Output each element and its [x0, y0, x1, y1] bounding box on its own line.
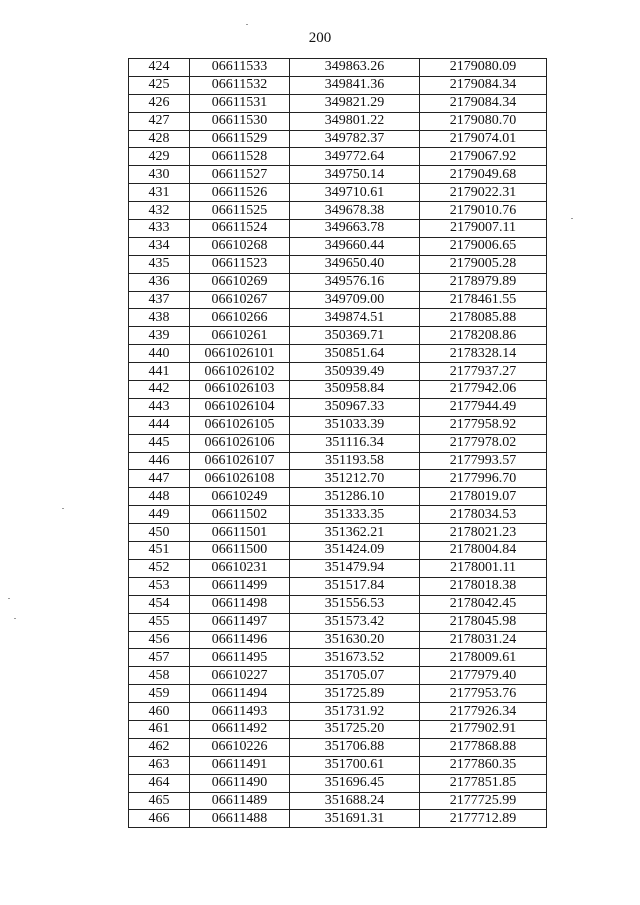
point-number-cell: 459 [129, 685, 190, 703]
x-coordinate-cell: 349782.37 [290, 130, 420, 148]
scan-speck [571, 218, 573, 219]
point-number-cell: 452 [129, 559, 190, 577]
y-coordinate-cell: 2177996.70 [420, 470, 547, 488]
table-row [129, 649, 547, 667]
x-coordinate-cell: 349750.14 [290, 166, 420, 184]
x-coordinate-cell: 349663.78 [290, 220, 420, 238]
y-coordinate-cell: 2177712.89 [420, 810, 547, 828]
x-coordinate-cell: 351731.92 [290, 703, 420, 721]
y-coordinate-cell: 2179084.34 [420, 76, 547, 94]
point-number-cell: 437 [129, 291, 190, 309]
point-id-cell: 06611531 [190, 94, 290, 112]
point-number-cell: 432 [129, 202, 190, 220]
table-row [129, 273, 547, 291]
point-id-cell: 06611533 [190, 59, 290, 77]
y-coordinate-cell: 2177868.88 [420, 738, 547, 756]
table-row [129, 595, 547, 613]
point-id-cell: 06611493 [190, 703, 290, 721]
y-coordinate-cell: 2177860.35 [420, 756, 547, 774]
scan-speck [62, 508, 64, 509]
table-row [129, 577, 547, 595]
point-number-cell: 466 [129, 810, 190, 828]
point-number-cell: 449 [129, 506, 190, 524]
point-id-cell: 06611497 [190, 613, 290, 631]
point-number-cell: 425 [129, 76, 190, 94]
point-number-cell: 447 [129, 470, 190, 488]
y-coordinate-cell: 2178042.45 [420, 595, 547, 613]
point-id-cell: 06611495 [190, 649, 290, 667]
y-coordinate-cell: 2177944.49 [420, 398, 547, 416]
y-coordinate-cell: 2177902.91 [420, 720, 547, 738]
y-coordinate-cell: 2179084.34 [420, 94, 547, 112]
y-coordinate-cell: 2178018.38 [420, 577, 547, 595]
y-coordinate-cell: 2177958.92 [420, 416, 547, 434]
point-id-cell: 0661026105 [190, 416, 290, 434]
x-coordinate-cell: 351517.84 [290, 577, 420, 595]
x-coordinate-cell: 349821.29 [290, 94, 420, 112]
point-number-cell: 431 [129, 184, 190, 202]
point-number-cell: 462 [129, 738, 190, 756]
point-id-cell: 06611488 [190, 810, 290, 828]
point-number-cell: 460 [129, 703, 190, 721]
point-number-cell: 439 [129, 327, 190, 345]
table-row [129, 792, 547, 810]
point-id-cell: 06610226 [190, 738, 290, 756]
point-number-cell: 464 [129, 774, 190, 792]
point-id-cell: 06611499 [190, 577, 290, 595]
scan-speck [8, 598, 10, 599]
table-row [129, 774, 547, 792]
table-row [129, 810, 547, 828]
y-coordinate-cell: 2178004.84 [420, 542, 547, 560]
point-number-cell: 441 [129, 363, 190, 381]
table-row [129, 148, 547, 166]
point-number-cell: 442 [129, 381, 190, 399]
x-coordinate-cell: 351725.20 [290, 720, 420, 738]
point-id-cell: 06611501 [190, 524, 290, 542]
x-coordinate-cell: 351700.61 [290, 756, 420, 774]
x-coordinate-cell: 349710.61 [290, 184, 420, 202]
point-id-cell: 06611502 [190, 506, 290, 524]
point-number-cell: 424 [129, 59, 190, 77]
x-coordinate-cell: 349841.36 [290, 76, 420, 94]
table-row [129, 59, 547, 77]
y-coordinate-cell: 2177725.99 [420, 792, 547, 810]
y-coordinate-cell: 2177926.34 [420, 703, 547, 721]
point-id-cell: 06611524 [190, 220, 290, 238]
y-coordinate-cell: 2178461.55 [420, 291, 547, 309]
point-number-cell: 446 [129, 452, 190, 470]
point-number-cell: 433 [129, 220, 190, 238]
x-coordinate-cell: 350851.64 [290, 345, 420, 363]
point-number-cell: 445 [129, 434, 190, 452]
point-id-cell: 06611528 [190, 148, 290, 166]
point-number-cell: 440 [129, 345, 190, 363]
point-number-cell: 435 [129, 255, 190, 273]
point-id-cell: 06611491 [190, 756, 290, 774]
x-coordinate-cell: 349801.22 [290, 112, 420, 130]
point-id-cell: 06611525 [190, 202, 290, 220]
y-coordinate-cell: 2178045.98 [420, 613, 547, 631]
point-number-cell: 457 [129, 649, 190, 667]
y-coordinate-cell: 2178034.53 [420, 506, 547, 524]
point-id-cell: 06611527 [190, 166, 290, 184]
y-coordinate-cell: 2177993.57 [420, 452, 547, 470]
x-coordinate-cell: 349678.38 [290, 202, 420, 220]
y-coordinate-cell: 2179049.68 [420, 166, 547, 184]
table-row [129, 76, 547, 94]
point-id-cell: 06611498 [190, 595, 290, 613]
y-coordinate-cell: 2178979.89 [420, 273, 547, 291]
point-id-cell: 06610269 [190, 273, 290, 291]
x-coordinate-cell: 351333.35 [290, 506, 420, 524]
table-row [129, 220, 547, 238]
table-row [129, 184, 547, 202]
y-coordinate-cell: 2177851.85 [420, 774, 547, 792]
y-coordinate-cell: 2177942.06 [420, 381, 547, 399]
y-coordinate-cell: 2178001.11 [420, 559, 547, 577]
point-id-cell: 0661026104 [190, 398, 290, 416]
point-number-cell: 461 [129, 720, 190, 738]
point-number-cell: 448 [129, 488, 190, 506]
table-row [129, 720, 547, 738]
table-row [129, 470, 547, 488]
point-number-cell: 451 [129, 542, 190, 560]
point-number-cell: 428 [129, 130, 190, 148]
point-number-cell: 465 [129, 792, 190, 810]
table-row [129, 631, 547, 649]
x-coordinate-cell: 349576.16 [290, 273, 420, 291]
point-number-cell: 463 [129, 756, 190, 774]
point-id-cell: 06610249 [190, 488, 290, 506]
scan-speck [246, 24, 248, 25]
table-row [129, 559, 547, 577]
y-coordinate-cell: 2179080.09 [420, 59, 547, 77]
point-id-cell: 06611494 [190, 685, 290, 703]
point-number-cell: 434 [129, 237, 190, 255]
point-id-cell: 0661026101 [190, 345, 290, 363]
point-id-cell: 0661026108 [190, 470, 290, 488]
x-coordinate-cell: 350958.84 [290, 381, 420, 399]
point-number-cell: 458 [129, 667, 190, 685]
coordinates-table [128, 58, 547, 828]
x-coordinate-cell: 351688.24 [290, 792, 420, 810]
point-id-cell: 06611526 [190, 184, 290, 202]
x-coordinate-cell: 351479.94 [290, 559, 420, 577]
x-coordinate-cell: 349772.64 [290, 148, 420, 166]
point-number-cell: 443 [129, 398, 190, 416]
y-coordinate-cell: 2179010.76 [420, 202, 547, 220]
table-row [129, 309, 547, 327]
y-coordinate-cell: 2177979.40 [420, 667, 547, 685]
point-id-cell: 0661026107 [190, 452, 290, 470]
x-coordinate-cell: 349863.26 [290, 59, 420, 77]
point-id-cell: 0661026103 [190, 381, 290, 399]
point-id-cell: 06611496 [190, 631, 290, 649]
point-id-cell: 06611532 [190, 76, 290, 94]
point-id-cell: 06610267 [190, 291, 290, 309]
table-row [129, 703, 547, 721]
x-coordinate-cell: 351673.52 [290, 649, 420, 667]
table-row [129, 756, 547, 774]
table-row [129, 166, 547, 184]
table-row [129, 398, 547, 416]
point-number-cell: 427 [129, 112, 190, 130]
table-row [129, 291, 547, 309]
y-coordinate-cell: 2179006.65 [420, 237, 547, 255]
x-coordinate-cell: 351033.39 [290, 416, 420, 434]
table-row [129, 667, 547, 685]
table-row [129, 237, 547, 255]
x-coordinate-cell: 350369.71 [290, 327, 420, 345]
x-coordinate-cell: 351424.09 [290, 542, 420, 560]
x-coordinate-cell: 351691.31 [290, 810, 420, 828]
x-coordinate-cell: 350939.49 [290, 363, 420, 381]
y-coordinate-cell: 2179007.11 [420, 220, 547, 238]
x-coordinate-cell: 349709.00 [290, 291, 420, 309]
table-row [129, 506, 547, 524]
point-number-cell: 456 [129, 631, 190, 649]
x-coordinate-cell: 351556.53 [290, 595, 420, 613]
y-coordinate-cell: 2177978.02 [420, 434, 547, 452]
point-number-cell: 454 [129, 595, 190, 613]
point-id-cell: 06611492 [190, 720, 290, 738]
point-id-cell: 06611490 [190, 774, 290, 792]
y-coordinate-cell: 2178208.86 [420, 327, 547, 345]
y-coordinate-cell: 2178031.24 [420, 631, 547, 649]
point-number-cell: 438 [129, 309, 190, 327]
table-row [129, 542, 547, 560]
x-coordinate-cell: 351706.88 [290, 738, 420, 756]
x-coordinate-cell: 351362.21 [290, 524, 420, 542]
page-number: 200 [308, 30, 332, 46]
y-coordinate-cell: 2177953.76 [420, 685, 547, 703]
x-coordinate-cell: 351725.89 [290, 685, 420, 703]
y-coordinate-cell: 2179022.31 [420, 184, 547, 202]
point-number-cell: 450 [129, 524, 190, 542]
table-row [129, 524, 547, 542]
point-id-cell: 06610266 [190, 309, 290, 327]
table-row [129, 202, 547, 220]
table-row [129, 434, 547, 452]
table-row [129, 416, 547, 434]
table-row [129, 130, 547, 148]
point-id-cell: 06611529 [190, 130, 290, 148]
x-coordinate-cell: 351193.58 [290, 452, 420, 470]
point-id-cell: 06610268 [190, 237, 290, 255]
table-row [129, 345, 547, 363]
point-id-cell: 0661026106 [190, 434, 290, 452]
x-coordinate-cell: 351705.07 [290, 667, 420, 685]
y-coordinate-cell: 2179074.01 [420, 130, 547, 148]
x-coordinate-cell: 349660.44 [290, 237, 420, 255]
point-number-cell: 453 [129, 577, 190, 595]
point-id-cell: 06610227 [190, 667, 290, 685]
table-row [129, 685, 547, 703]
y-coordinate-cell: 2178009.61 [420, 649, 547, 667]
x-coordinate-cell: 351573.42 [290, 613, 420, 631]
point-id-cell: 0661026102 [190, 363, 290, 381]
table-row [129, 363, 547, 381]
table-row [129, 94, 547, 112]
point-id-cell: 06611500 [190, 542, 290, 560]
point-id-cell: 06611530 [190, 112, 290, 130]
coordinates-table-body [129, 59, 547, 828]
x-coordinate-cell: 351286.10 [290, 488, 420, 506]
x-coordinate-cell: 351116.34 [290, 434, 420, 452]
table-row [129, 112, 547, 130]
table-row [129, 255, 547, 273]
point-id-cell: 06610231 [190, 559, 290, 577]
table-row [129, 488, 547, 506]
table-row [129, 452, 547, 470]
x-coordinate-cell: 349874.51 [290, 309, 420, 327]
y-coordinate-cell: 2179005.28 [420, 255, 547, 273]
point-number-cell: 436 [129, 273, 190, 291]
x-coordinate-cell: 351696.45 [290, 774, 420, 792]
table-row [129, 738, 547, 756]
table-row [129, 327, 547, 345]
y-coordinate-cell: 2179080.70 [420, 112, 547, 130]
x-coordinate-cell: 349650.40 [290, 255, 420, 273]
point-number-cell: 430 [129, 166, 190, 184]
point-number-cell: 426 [129, 94, 190, 112]
point-number-cell: 429 [129, 148, 190, 166]
point-id-cell: 06611523 [190, 255, 290, 273]
x-coordinate-cell: 351630.20 [290, 631, 420, 649]
point-number-cell: 444 [129, 416, 190, 434]
x-coordinate-cell: 351212.70 [290, 470, 420, 488]
y-coordinate-cell: 2179067.92 [420, 148, 547, 166]
table-row [129, 381, 547, 399]
point-id-cell: 06610261 [190, 327, 290, 345]
y-coordinate-cell: 2178328.14 [420, 345, 547, 363]
y-coordinate-cell: 2178019.07 [420, 488, 547, 506]
y-coordinate-cell: 2177937.27 [420, 363, 547, 381]
point-id-cell: 06611489 [190, 792, 290, 810]
scan-speck [14, 618, 16, 619]
x-coordinate-cell: 350967.33 [290, 398, 420, 416]
y-coordinate-cell: 2178021.23 [420, 524, 547, 542]
y-coordinate-cell: 2178085.88 [420, 309, 547, 327]
table-row [129, 613, 547, 631]
point-number-cell: 455 [129, 613, 190, 631]
